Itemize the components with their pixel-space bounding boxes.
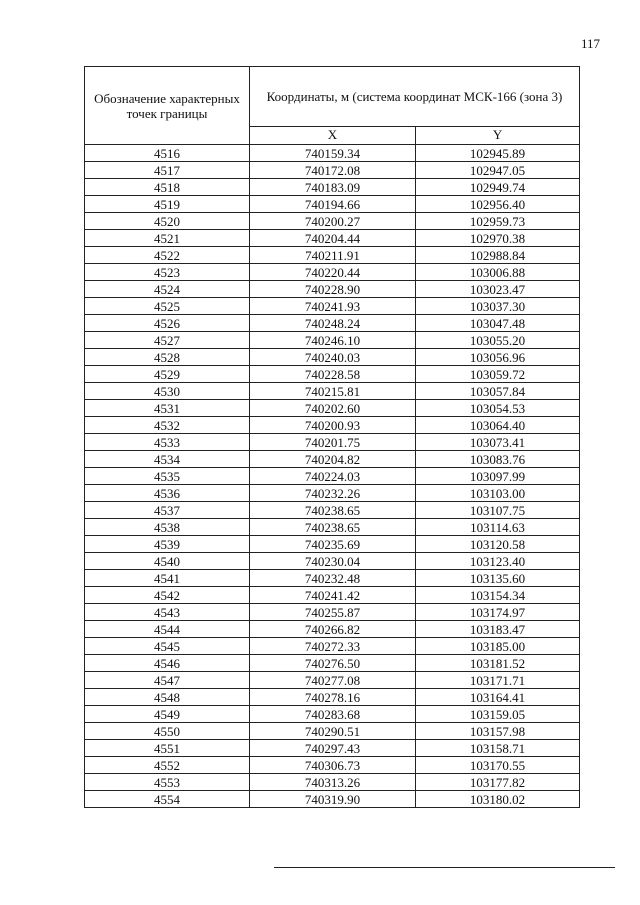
y-coordinate-cell: 103055.20 bbox=[416, 332, 580, 349]
point-id-cell: 4518 bbox=[85, 179, 250, 196]
point-id-cell: 4544 bbox=[85, 621, 250, 638]
point-id-cell: 4520 bbox=[85, 213, 250, 230]
table-row bbox=[85, 247, 580, 264]
point-id-cell: 4531 bbox=[85, 400, 250, 417]
table-row bbox=[85, 655, 580, 672]
x-coordinate-cell: 740283.68 bbox=[250, 706, 416, 723]
point-id-cell: 4554 bbox=[85, 791, 250, 808]
x-coordinate-cell: 740246.10 bbox=[250, 332, 416, 349]
table-row bbox=[85, 230, 580, 247]
point-id-cell: 4541 bbox=[85, 570, 250, 587]
point-id-cell: 4523 bbox=[85, 264, 250, 281]
y-coordinate-cell: 103177.82 bbox=[416, 774, 580, 791]
x-coordinate-cell: 740319.90 bbox=[250, 791, 416, 808]
point-id-cell: 4553 bbox=[85, 774, 250, 791]
point-id-cell: 4517 bbox=[85, 162, 250, 179]
point-id-cell: 4533 bbox=[85, 434, 250, 451]
x-coordinate-cell: 740211.91 bbox=[250, 247, 416, 264]
x-coordinate-cell: 740290.51 bbox=[250, 723, 416, 740]
y-coordinate-cell: 103158.71 bbox=[416, 740, 580, 757]
y-coordinate-cell: 103103.00 bbox=[416, 485, 580, 502]
table-row bbox=[85, 366, 580, 383]
table-row bbox=[85, 383, 580, 400]
x-coordinate-cell: 740276.50 bbox=[250, 655, 416, 672]
x-coordinate-cell: 740215.81 bbox=[250, 383, 416, 400]
point-id-cell: 4542 bbox=[85, 587, 250, 604]
x-coordinate-cell: 740278.16 bbox=[250, 689, 416, 706]
table-row bbox=[85, 519, 580, 536]
point-id-cell: 4516 bbox=[85, 145, 250, 162]
point-id-cell: 4552 bbox=[85, 757, 250, 774]
y-coordinate-cell: 103006.88 bbox=[416, 264, 580, 281]
x-coordinate-cell: 740200.93 bbox=[250, 417, 416, 434]
x-coordinate-cell: 740228.58 bbox=[250, 366, 416, 383]
table-row bbox=[85, 587, 580, 604]
x-coordinate-cell: 740277.08 bbox=[250, 672, 416, 689]
table-row bbox=[85, 264, 580, 281]
table-row bbox=[85, 349, 580, 366]
point-id-cell: 4529 bbox=[85, 366, 250, 383]
x-coordinate-cell: 740235.69 bbox=[250, 536, 416, 553]
y-coordinate-cell: 103107.75 bbox=[416, 502, 580, 519]
table-row bbox=[85, 604, 580, 621]
x-coordinate-cell: 740232.48 bbox=[250, 570, 416, 587]
y-coordinate-cell: 103073.41 bbox=[416, 434, 580, 451]
y-coordinate-cell: 103054.53 bbox=[416, 400, 580, 417]
y-column-header: Y bbox=[416, 126, 580, 144]
x-coordinate-cell: 740183.09 bbox=[250, 179, 416, 196]
x-coordinate-cell: 740313.26 bbox=[250, 774, 416, 791]
x-coordinate-cell: 740232.26 bbox=[250, 485, 416, 502]
y-coordinate-cell: 103170.55 bbox=[416, 757, 580, 774]
x-coordinate-cell: 740240.03 bbox=[250, 349, 416, 366]
x-coordinate-cell: 740241.93 bbox=[250, 298, 416, 315]
table-row bbox=[85, 621, 580, 638]
table-row bbox=[85, 315, 580, 332]
table-row bbox=[85, 689, 580, 706]
y-coordinate-cell: 103059.72 bbox=[416, 366, 580, 383]
point-id-cell: 4540 bbox=[85, 553, 250, 570]
table-row bbox=[85, 791, 580, 808]
table-row bbox=[85, 570, 580, 587]
point-id-cell: 4539 bbox=[85, 536, 250, 553]
x-coordinate-cell: 740255.87 bbox=[250, 604, 416, 621]
point-id-cell: 4537 bbox=[85, 502, 250, 519]
y-coordinate-cell: 102970.38 bbox=[416, 230, 580, 247]
x-coordinate-cell: 740204.44 bbox=[250, 230, 416, 247]
point-id-cell: 4527 bbox=[85, 332, 250, 349]
point-id-cell: 4536 bbox=[85, 485, 250, 502]
x-coordinate-cell: 740266.82 bbox=[250, 621, 416, 638]
x-coordinate-cell: 740194.66 bbox=[250, 196, 416, 213]
x-coordinate-cell: 740238.65 bbox=[250, 502, 416, 519]
table-row bbox=[85, 485, 580, 502]
table-row bbox=[85, 502, 580, 519]
table-row bbox=[85, 553, 580, 570]
table-row bbox=[85, 706, 580, 723]
table-row bbox=[85, 162, 580, 179]
table-row bbox=[85, 298, 580, 315]
table-row bbox=[85, 281, 580, 298]
x-coordinate-cell: 740230.04 bbox=[250, 553, 416, 570]
y-coordinate-cell: 103180.02 bbox=[416, 791, 580, 808]
x-coordinate-cell: 740159.34 bbox=[250, 145, 416, 162]
coordinates-table bbox=[84, 66, 580, 808]
y-coordinate-cell: 103056.96 bbox=[416, 349, 580, 366]
x-coordinate-cell: 740220.44 bbox=[250, 264, 416, 281]
point-id-cell: 4525 bbox=[85, 298, 250, 315]
x-coordinate-cell: 740228.90 bbox=[250, 281, 416, 298]
y-coordinate-cell: 103120.58 bbox=[416, 536, 580, 553]
y-coordinate-cell: 103159.05 bbox=[416, 706, 580, 723]
point-id-cell: 4548 bbox=[85, 689, 250, 706]
x-coordinate-cell: 740172.08 bbox=[250, 162, 416, 179]
x-coordinate-cell: 740248.24 bbox=[250, 315, 416, 332]
y-coordinate-cell: 103164.41 bbox=[416, 689, 580, 706]
point-id-cell: 4549 bbox=[85, 706, 250, 723]
point-id-cell: 4528 bbox=[85, 349, 250, 366]
y-coordinate-cell: 102949.74 bbox=[416, 179, 580, 196]
point-id-cell: 4551 bbox=[85, 740, 250, 757]
table-row bbox=[85, 145, 580, 162]
x-coordinate-cell: 740297.43 bbox=[250, 740, 416, 757]
table-row bbox=[85, 672, 580, 689]
bottom-rule bbox=[274, 867, 615, 868]
point-designation-header: Обозначение характерных точек границы bbox=[85, 67, 250, 145]
point-id-cell: 4538 bbox=[85, 519, 250, 536]
point-id-cell: 4534 bbox=[85, 451, 250, 468]
y-coordinate-cell: 103123.40 bbox=[416, 553, 580, 570]
point-id-cell: 4524 bbox=[85, 281, 250, 298]
y-coordinate-cell: 103135.60 bbox=[416, 570, 580, 587]
point-id-cell: 4546 bbox=[85, 655, 250, 672]
x-coordinate-cell: 740204.82 bbox=[250, 451, 416, 468]
table-row bbox=[85, 332, 580, 349]
x-coordinate-cell: 740201.75 bbox=[250, 434, 416, 451]
y-coordinate-cell: 103064.40 bbox=[416, 417, 580, 434]
y-coordinate-cell: 103183.47 bbox=[416, 621, 580, 638]
point-id-cell: 4550 bbox=[85, 723, 250, 740]
point-id-cell: 4532 bbox=[85, 417, 250, 434]
y-coordinate-cell: 102945.89 bbox=[416, 145, 580, 162]
y-coordinate-cell: 103057.84 bbox=[416, 383, 580, 400]
x-coordinate-cell: 740272.33 bbox=[250, 638, 416, 655]
table-row bbox=[85, 757, 580, 774]
x-coordinate-cell: 740202.60 bbox=[250, 400, 416, 417]
y-coordinate-cell: 103047.48 bbox=[416, 315, 580, 332]
y-coordinate-cell: 102947.05 bbox=[416, 162, 580, 179]
y-coordinate-cell: 103171.71 bbox=[416, 672, 580, 689]
y-coordinate-cell: 103037.30 bbox=[416, 298, 580, 315]
x-coordinate-cell: 740224.03 bbox=[250, 468, 416, 485]
y-coordinate-cell: 103185.00 bbox=[416, 638, 580, 655]
x-column-header: X bbox=[250, 126, 416, 144]
table-row bbox=[85, 468, 580, 485]
table-row bbox=[85, 451, 580, 468]
y-coordinate-cell: 103181.52 bbox=[416, 655, 580, 672]
point-id-cell: 4535 bbox=[85, 468, 250, 485]
point-id-cell: 4543 bbox=[85, 604, 250, 621]
point-id-cell: 4547 bbox=[85, 672, 250, 689]
x-coordinate-cell: 740241.42 bbox=[250, 587, 416, 604]
y-coordinate-cell: 103023.47 bbox=[416, 281, 580, 298]
point-id-cell: 4522 bbox=[85, 247, 250, 264]
y-coordinate-cell: 103097.99 bbox=[416, 468, 580, 485]
table-row bbox=[85, 213, 580, 230]
y-coordinate-cell: 103154.34 bbox=[416, 587, 580, 604]
x-coordinate-cell: 740200.27 bbox=[250, 213, 416, 230]
table-row bbox=[85, 740, 580, 757]
coordinates-header: Координаты, м (система координат МСК-166 (зона 3) bbox=[250, 67, 580, 127]
point-id-cell: 4519 bbox=[85, 196, 250, 213]
y-coordinate-cell: 102956.40 bbox=[416, 196, 580, 213]
point-id-cell: 4521 bbox=[85, 230, 250, 247]
x-coordinate-cell: 740238.65 bbox=[250, 519, 416, 536]
y-coordinate-cell: 103157.98 bbox=[416, 723, 580, 740]
point-id-cell: 4545 bbox=[85, 638, 250, 655]
table-row bbox=[85, 434, 580, 451]
x-coordinate-cell: 740306.73 bbox=[250, 757, 416, 774]
table-row bbox=[85, 723, 580, 740]
page-number: 117 bbox=[580, 36, 600, 51]
coordinates-table-body bbox=[85, 145, 580, 808]
y-coordinate-cell: 103114.63 bbox=[416, 519, 580, 536]
y-coordinate-cell: 102959.73 bbox=[416, 213, 580, 230]
y-coordinate-cell: 103174.97 bbox=[416, 604, 580, 621]
point-id-cell: 4526 bbox=[85, 315, 250, 332]
table-row bbox=[85, 774, 580, 791]
table-row bbox=[85, 400, 580, 417]
point-id-cell: 4530 bbox=[85, 383, 250, 400]
y-coordinate-cell: 103083.76 bbox=[416, 451, 580, 468]
table-row bbox=[85, 179, 580, 196]
table-row bbox=[85, 417, 580, 434]
table-row bbox=[85, 536, 580, 553]
table-row bbox=[85, 638, 580, 655]
y-coordinate-cell: 102988.84 bbox=[416, 247, 580, 264]
table-row bbox=[85, 196, 580, 213]
